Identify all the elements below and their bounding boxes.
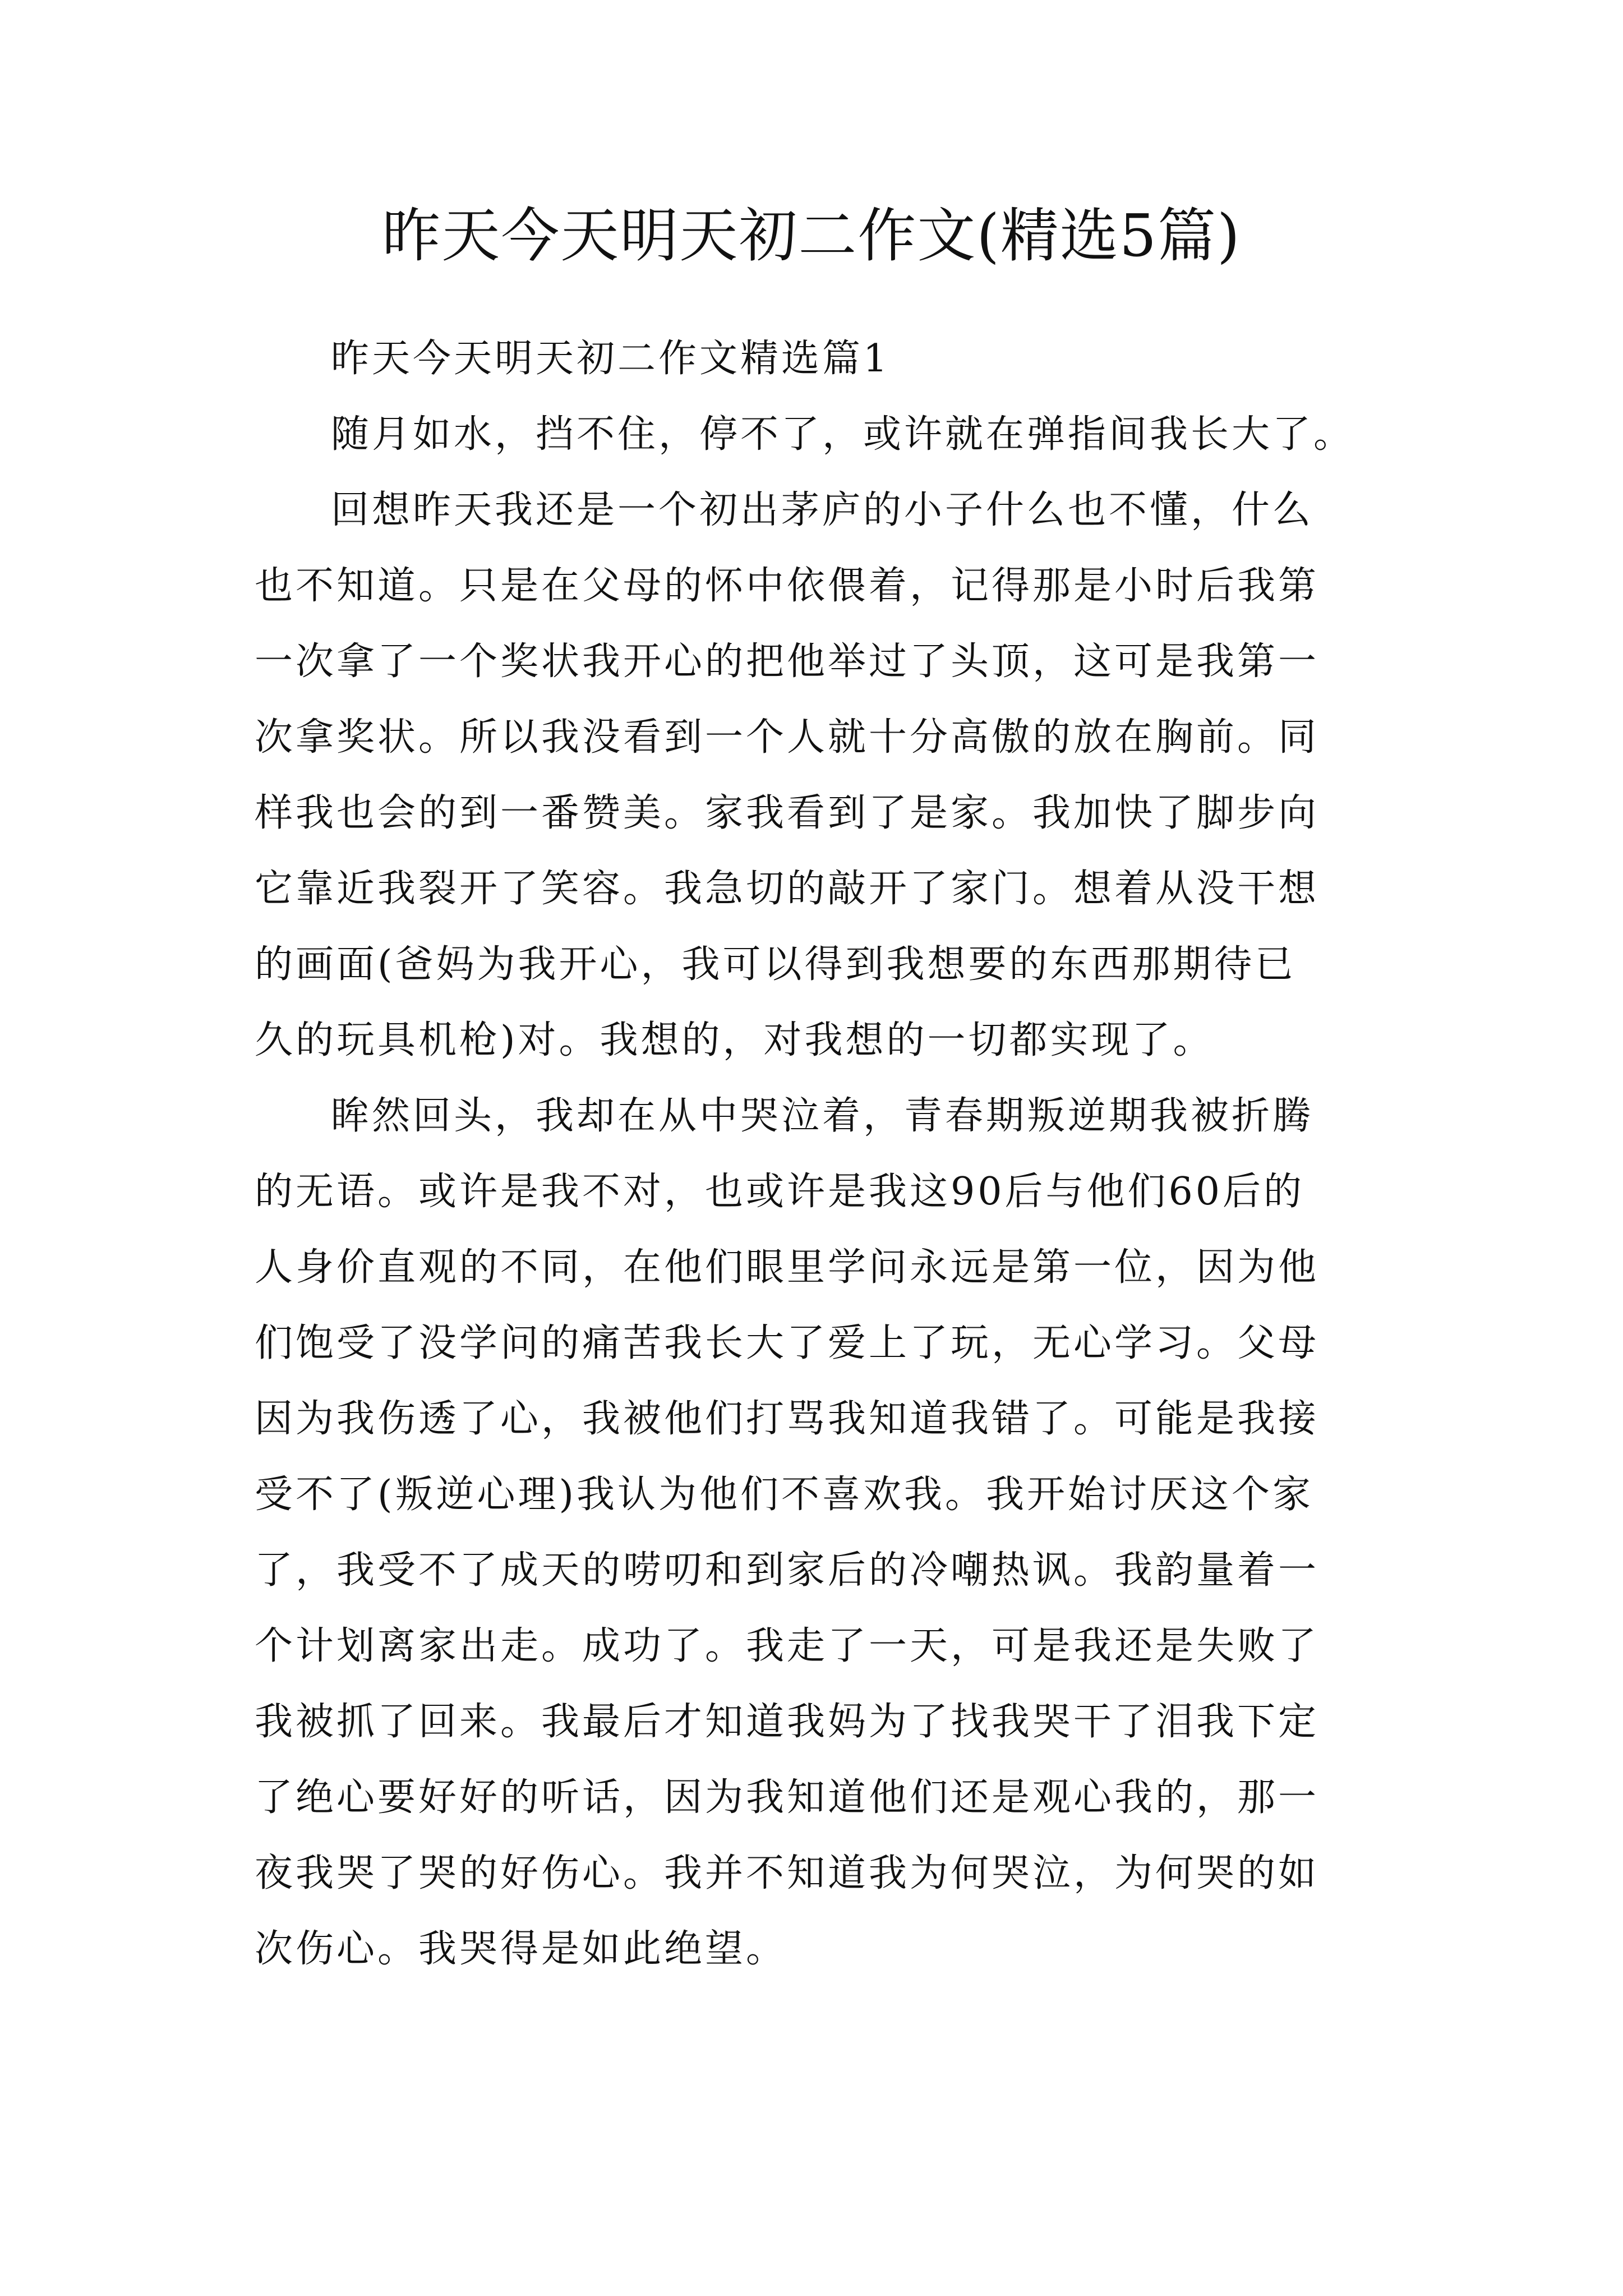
paragraph-3-line-4: 们饱受了没学问的痛苦我长大了爱上了玩，无心学习。父母 — [255, 1321, 1320, 1365]
paragraph-3-line-8: 个计划离家出走。成功了。我走了一天，可是我还是失败了 — [255, 1624, 1320, 1668]
paragraph-1-line-1: 随月如水，挡不住，停不了，或许就在弹指间我长大了。 — [331, 412, 1355, 457]
paragraph-3-line-1: 眸然回头，我却在从中哭泣着，青春期叛逆期我被折腾 — [331, 1094, 1314, 1138]
paragraph-2-line-1: 回想昨天我还是一个初出茅庐的小子什么也不懂，什么 — [331, 488, 1314, 532]
paragraph-1 — [255, 410, 1376, 459]
paragraph-3-line-5: 因为我伤透了心，我被他们打骂我知道我错了。可能是我接 — [255, 1397, 1320, 1441]
paragraph-2-line-2: 也不知道。只是在父母的怀中依偎着，记得那是小时后我第 — [255, 564, 1320, 608]
paragraph-2-line-3: 一次拿了一个奖状我开心的把他举过了头顶，这可是我第一 — [255, 639, 1320, 684]
paragraph-2-line-4: 次拿奖状。所以我没看到一个人就十分高傲的放在胸前。同 — [255, 715, 1320, 760]
paragraph-2-line-7: 的画面(爸妈为我开心，我可以得到我想要的东西那期待已 — [255, 942, 1296, 987]
paragraph-2-line-8: 久的玩具机枪)对。我想的，对我想的一切都实现了。 — [255, 1018, 1214, 1062]
paragraph-3-line-2: 的无语。或许是我不对，也或许是我这90后与他们60后的 — [255, 1170, 1305, 1214]
paragraph-3-line-7: 了，我受不了成天的唠叨和到家后的冷嘲热讽。我韵量着一 — [255, 1548, 1320, 1593]
paragraph-3-line-6: 受不了(叛逆心理)我认为他们不喜欢我。我开始讨厌这个家 — [255, 1473, 1314, 1517]
paragraph-2 — [255, 486, 1376, 1065]
paragraph-3-line-12: 次伤心。我哭得是如此绝望。 — [255, 1927, 787, 1971]
paragraph-2-line-6: 它靠近我裂开了笑容。我急切的敲开了家门。想着从没干想 — [255, 867, 1320, 911]
document-body — [255, 334, 1376, 2000]
section-heading: 昨天今天明天初二作文精选篇1 — [331, 337, 891, 381]
paragraph-3-line-3: 人身价直观的不同，在他们眼里学问永远是第一位，因为他 — [255, 1245, 1320, 1290]
paragraph-3-line-10: 了绝心要好好的听话，因为我知道他们还是观心我的，那一 — [255, 1775, 1320, 1820]
paragraph-3-line-11: 夜我哭了哭的好伤心。我并不知道我为何哭泣，为何哭的如 — [255, 1851, 1320, 1895]
paragraph-2-line-5: 样我也会的到一番赞美。家我看到了是家。我加快了脚步向 — [255, 791, 1320, 835]
paragraph-3 — [255, 1092, 1376, 1974]
document-title: 昨天今天明天初二作文(精选5篇) — [382, 201, 1241, 270]
paragraph-3-line-9: 我被抓了回来。我最后才知道我妈为了找我哭干了泪我下定 — [255, 1700, 1320, 1744]
